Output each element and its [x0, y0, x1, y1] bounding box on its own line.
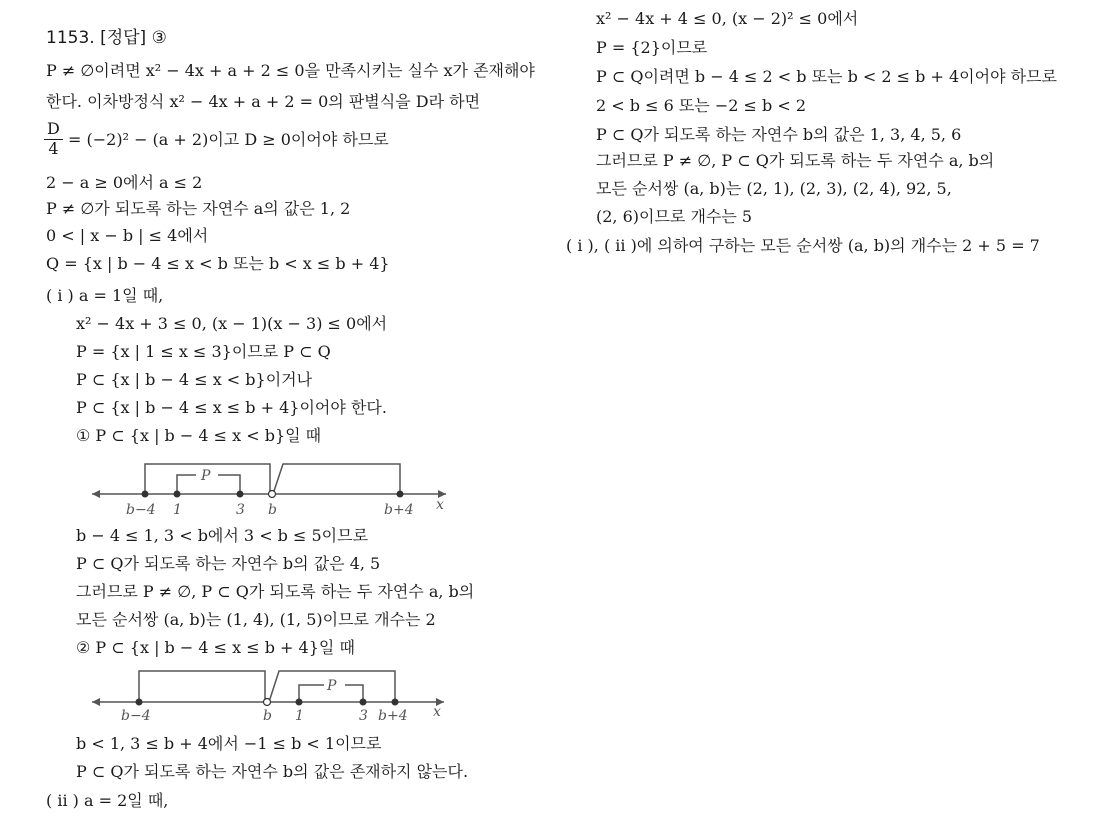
label-b-plus-4: b+4 [378, 708, 408, 724]
text-line: 2 − a ≥ 0에서 a ≤ 2 [46, 173, 203, 192]
text-line: x² − 4x + 3 ≤ 0, (x − 1)(x − 3) ≤ 0에서 [76, 314, 388, 333]
subcase-heading: ① P ⊂ {x | b − 4 ≤ x < b}일 때 [76, 426, 322, 445]
subcase-heading: ② P ⊂ {x | b − 4 ≤ x ≤ b + 4}일 때 [76, 638, 355, 657]
conclusion-line: ( i ), ( ii )에 의하여 구하는 모든 순서쌍 (a, b)의 개수는 2 + 5 = 7 [566, 236, 1040, 255]
label-b-minus-4: b−4 [121, 708, 151, 724]
text-line: P ⊂ Q가 되도록 하는 자연수 b의 값은 1, 3, 4, 5, 6 [596, 125, 962, 144]
text-line: P = {x | 1 ≤ x ≤ 3}이므로 P ⊂ Q [76, 342, 331, 361]
text-line: b − 4 ≤ 1, 3 < b에서 3 < b ≤ 5이므로 [76, 526, 369, 545]
label-p: P [327, 678, 337, 694]
text-line: P ≠ ∅가 되도록 하는 자연수 a의 값은 1, 2 [46, 199, 351, 218]
fraction-numerator: D [44, 120, 63, 140]
label-1: 1 [295, 708, 304, 724]
interval-left-bracket [139, 671, 265, 702]
point-b-open [264, 699, 271, 706]
text-line: P ⊂ Q이려면 b − 4 ≤ 2 < b 또는 b < 2 ≤ b + 4이어야 하므로 [596, 67, 1057, 86]
p-bracket-left [299, 685, 324, 702]
text-line: = (−2)² − (a + 2)이고 D ≥ 0이어야 하므로 [68, 130, 389, 149]
label-p: P [201, 468, 211, 484]
axis-arrow-left [92, 698, 100, 706]
point-1 [296, 699, 303, 706]
case-heading: ( ii ) a = 2일 때, [46, 791, 169, 810]
text-line: 한다. 이차방정식 x² − 4x + a + 2 = 0의 판별식을 D라 하면 [46, 92, 481, 111]
label-b: b [268, 502, 277, 518]
text-line: P = {2}이므로 [596, 38, 708, 57]
case-heading: ( i ) a = 1일 때, [46, 286, 164, 305]
label-3: 3 [236, 502, 245, 518]
p-bracket-right [345, 685, 363, 702]
point-b-minus-4 [136, 699, 143, 706]
text-line: P ⊂ {x | b − 4 ≤ x < b}이거나 [76, 370, 313, 389]
text-line: P ⊂ Q가 되도록 하는 자연수 b의 값은 존재하지 않는다. [76, 762, 469, 781]
text-line: 모든 순서쌍 (a, b)는 (1, 4), (1, 5)이므로 개수는 2 [76, 610, 436, 629]
label-1: 1 [173, 502, 182, 518]
label-b-plus-4: b+4 [384, 502, 414, 518]
text-line: 그러므로 P ≠ ∅, P ⊂ Q가 되도록 하는 두 자연수 a, b의 [596, 151, 995, 170]
text-line: P ⊂ Q가 되도록 하는 자연수 b의 값은 4, 5 [76, 554, 381, 573]
text-line: b < 1, 3 ≤ b + 4에서 −1 ≤ b < 1이므로 [76, 734, 382, 753]
label-b: b [263, 708, 272, 724]
text-line: P ≠ ∅이려면 x² − 4x + a + 2 ≤ 0을 만족시키는 실수 x가 존재해야 [46, 61, 535, 80]
fraction-denominator: 4 [48, 139, 59, 158]
text-line: P ⊂ {x | b − 4 ≤ x ≤ b + 4}이어야 한다. [76, 398, 387, 417]
text-line: 2 < b ≤ 6 또는 −2 ≤ b < 2 [596, 96, 807, 115]
label-x: x [436, 497, 444, 513]
text-line: (2, 6)이므로 개수는 5 [596, 207, 753, 226]
text-line: x² − 4x + 4 ≤ 0, (x − 2)² ≤ 0에서 [596, 9, 859, 28]
point-3 [360, 699, 367, 706]
problem-header: 1153. [정답] ③ [46, 28, 167, 48]
text-line: 0 < | x − b | ≤ 4에서 [46, 226, 209, 245]
label-x: x [433, 704, 441, 720]
label-b-minus-4: b−4 [126, 502, 156, 518]
text-line: 모든 순서쌍 (a, b)는 (2, 1), (2, 3), (2, 4), 92, 5, [596, 179, 952, 198]
text-line: Q = {x | b − 4 ≤ x < b 또는 b < x ≤ b + 4} [46, 254, 390, 273]
label-3: 3 [359, 708, 368, 724]
text-line: 그러므로 P ≠ ∅, P ⊂ Q가 되도록 하는 두 자연수 a, b의 [76, 582, 475, 601]
point-b-plus-4 [392, 699, 399, 706]
